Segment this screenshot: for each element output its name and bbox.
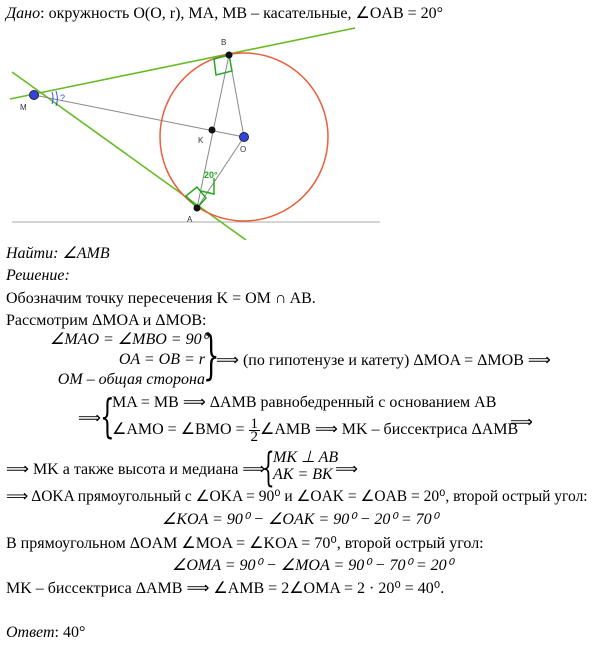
label-question: ? — [60, 93, 66, 103]
system-perpendicular — [273, 449, 338, 483]
implies-arrow-right: ⟹ — [335, 461, 358, 478]
bisector-post: ∠AMB ⟹ MK – биссектриса ΔAMB — [260, 421, 519, 439]
system-row: AK = BK — [273, 466, 333, 483]
point-a — [194, 205, 201, 212]
given-text: : окружность O(O, r), MA, MB – касательные, ∠OAB = 20° — [40, 5, 444, 22]
left-brace: { — [100, 389, 115, 443]
angle-arc-m — [52, 92, 53, 104]
fraction-denominator: 2 — [250, 429, 259, 445]
congruence-result: ⟹ (по гипотенузе и катету) ΔMOA = ΔMOB ⟹ — [216, 352, 551, 369]
given-label: Дано — [6, 5, 41, 22]
fraction-half — [249, 418, 261, 443]
line-oam: В прямоугольном ΔOAM ∠MOA = ∠KOA = 70⁰, второй острый угол: — [6, 535, 484, 552]
height-median-line: ⟹ MK а также высота и медиана ⟹ — [6, 461, 266, 478]
right-brace: } — [203, 326, 220, 386]
left-brace: { — [262, 445, 275, 491]
system-row: MK ⊥ AB — [273, 449, 339, 466]
label-m: M — [20, 103, 27, 112]
line-koa: ∠KOA = 90⁰ − ∠OAK = 90⁰ − 20⁰ = 70⁰ — [162, 511, 439, 528]
line-conclusion: MK – биссектриса ΔAMB ⟹ ∠AMB = 2∠OMA = 2 · 20⁰ = 40⁰. — [6, 580, 445, 597]
find-text: : ∠AMB — [53, 245, 110, 262]
label-o: O — [240, 145, 247, 154]
bisector-line — [112, 418, 518, 443]
find-line — [6, 245, 110, 263]
point-k — [209, 127, 216, 134]
line-right-triangle: ⟹ ΔOKA прямоугольный с ∠OKA = 90⁰ и ∠OAK = ∠OAB = 20⁰, второй острый угол: — [6, 488, 588, 505]
geometry-figure — [0, 0, 600, 240]
implies-arrow: ⟹ — [78, 410, 101, 427]
label-k: K — [198, 136, 204, 145]
label-b: B — [221, 38, 227, 47]
point-m — [30, 91, 39, 100]
angle-arc-m2 — [56, 91, 57, 106]
system-row: OA = OB = r — [118, 351, 205, 368]
label-angle-20: 20° — [204, 170, 218, 180]
point-o — [240, 133, 249, 142]
system-congruence — [50, 330, 209, 390]
line-oma: ∠OMA = 90⁰ − ∠MOA = 90⁰ − 70⁰ = 20⁰ — [172, 557, 454, 574]
point-b — [226, 52, 233, 59]
isosceles-line: MA = MB ⟹ ΔAMB равнобедренный с основанием AB — [112, 394, 497, 411]
label-a: A — [187, 215, 193, 224]
line-consider: Рассмотрим ΔMOA и ΔMOB: — [6, 312, 207, 329]
answer-text: : 40° — [54, 624, 86, 641]
fraction-numerator: 1 — [250, 416, 259, 432]
line-intersection: Обозначим точку пересечения K = OM ∩ AB. — [6, 290, 316, 307]
system-row: OM – общая сторона — [57, 371, 205, 388]
answer-label: Ответ — [6, 624, 55, 641]
implies-arrow-right: ⟹ — [510, 414, 533, 431]
tangent-mb — [10, 28, 355, 99]
answer-line — [6, 624, 85, 642]
find-label: Найти — [6, 245, 54, 262]
bisector-pre: ∠AMO = ∠BMO = — [112, 421, 249, 439]
system-row: ∠MAO = ∠MBO = 90⁰ — [50, 331, 209, 348]
solution-label: Решение: — [6, 267, 70, 284]
